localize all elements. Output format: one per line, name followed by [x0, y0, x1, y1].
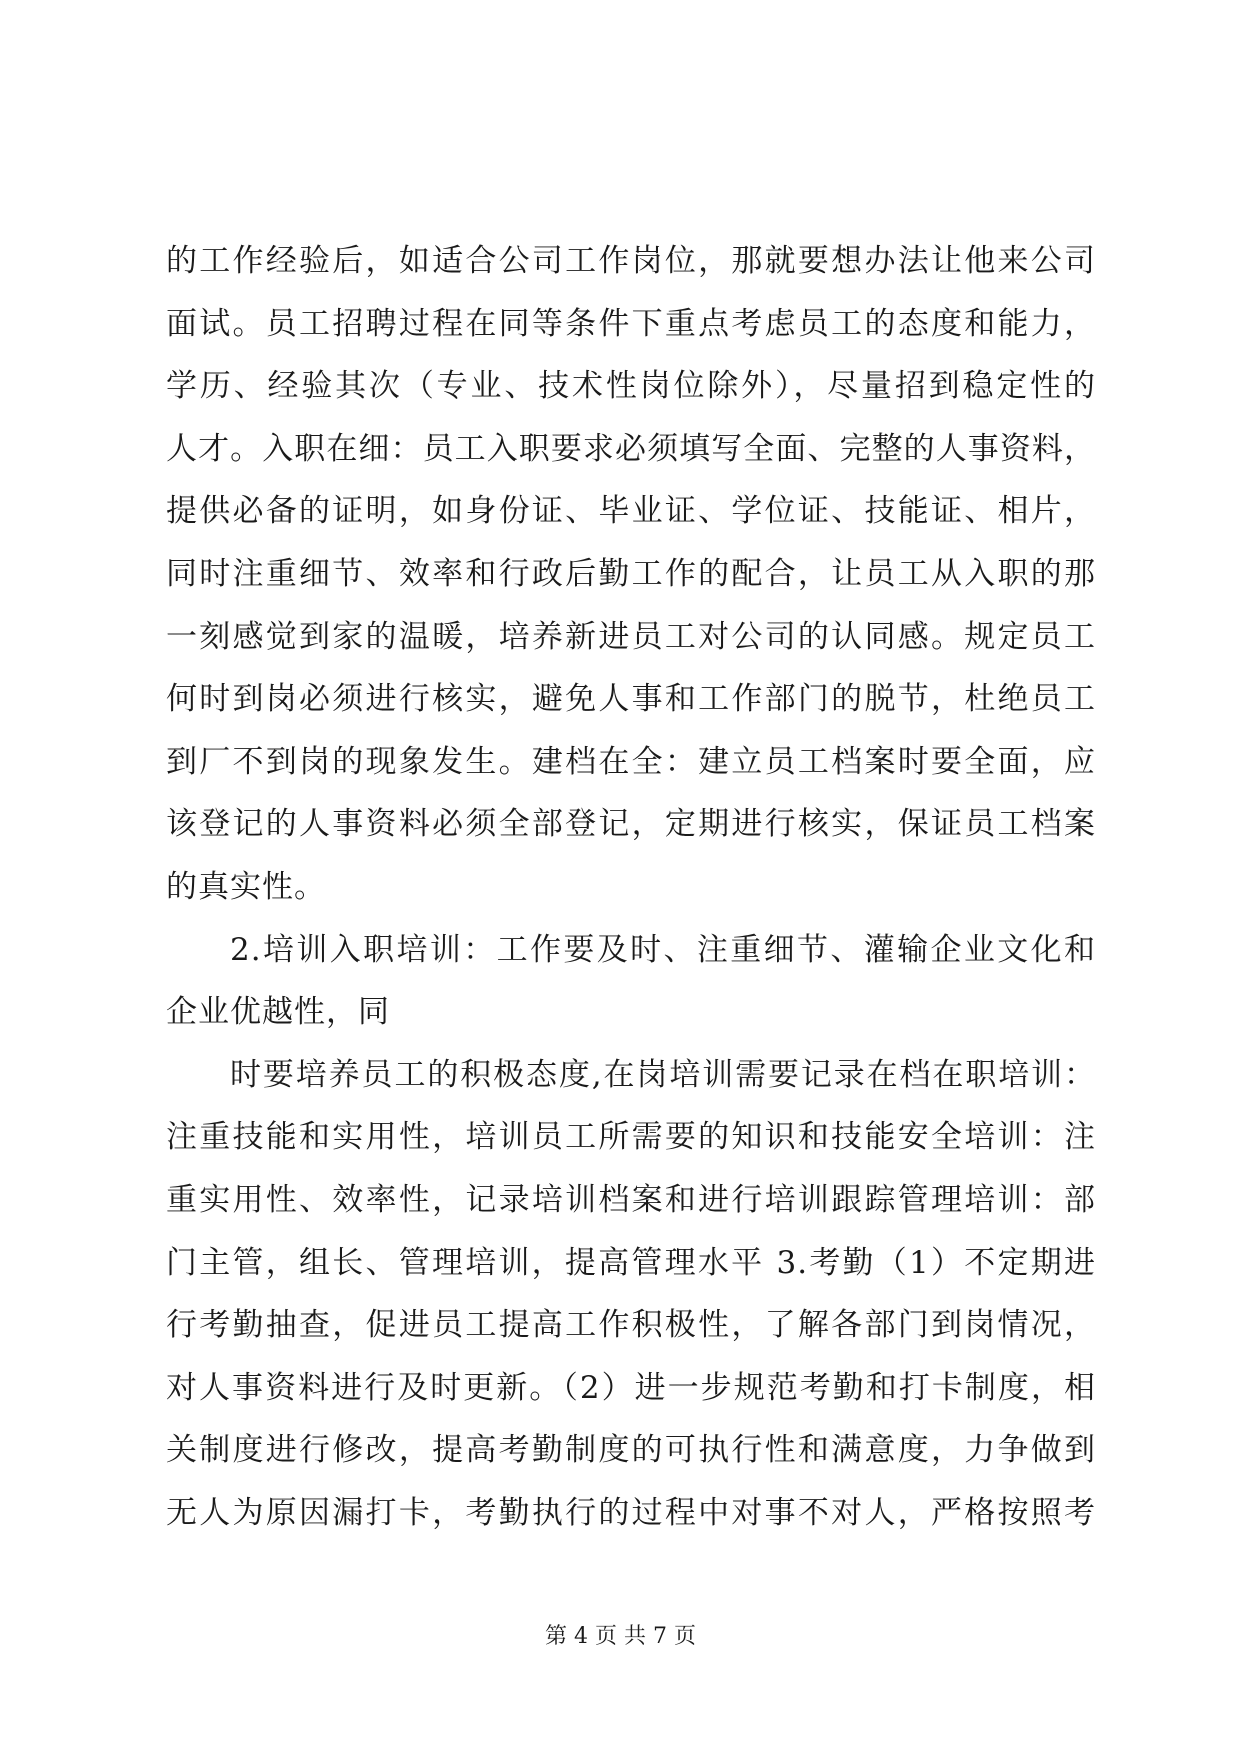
text-line: 到厂不到岗的现象发生。建档在全：建立员工档案时要全面，应	[166, 743, 1096, 780]
text-line: 时要培养员工的积极态度,在岗培训需要记录在档在职培训：	[230, 1056, 1096, 1093]
text-line: 企业优越性，同	[166, 994, 390, 1031]
text-line: 行考勤抽查，促进员工提高工作积极性，了解各部门到岗情况，	[166, 1307, 1096, 1344]
text-line: 注重技能和实用性，培训员工所需要的知识和技能安全培训：注	[166, 1119, 1096, 1156]
text-line: 面试。员工招聘过程在同等条件下重点考虑员工的态度和能力，	[166, 305, 1096, 342]
text-line: 何时到岗必须进行核实，避免人事和工作部门的脱节，杜绝员工	[166, 681, 1096, 718]
text-line: 对人事资料进行及时更新。（2）进一步规范考勤和打卡制度，相	[166, 1369, 1096, 1406]
text-line: 人才。入职在细：员工入职要求必须填写全面、完整的人事资料，	[166, 430, 1096, 467]
text-line: 学历、经验其次（专业、技术性岗位除外），尽量招到稳定性的	[166, 368, 1096, 405]
text-line: 重实用性、效率性，记录培训档案和进行培训跟踪管理培训：部	[166, 1181, 1096, 1218]
page-number: 第 4 页 共 7 页	[545, 1624, 696, 1649]
page-footer	[0, 1622, 1241, 1652]
text-line: 的工作经验后，如适合公司工作岗位，那就要想办法让他来公司	[166, 243, 1096, 279]
body-text	[166, 230, 1096, 1544]
text-line: 的真实性。	[166, 868, 326, 905]
text-line: 无人为原因漏打卡，考勤执行的过程中对事不对人，严格按照考	[166, 1494, 1096, 1531]
text-line: 关制度进行修改，提高考勤制度的可执行性和满意度，力争做到	[166, 1432, 1096, 1469]
text-line: 该登记的人事资料必须全部登记，定期进行核实，保证员工档案	[166, 806, 1096, 843]
text-line: 同时注重细节、效率和行政后勤工作的配合，让员工从入职的那	[166, 555, 1096, 592]
text-line: 提供必备的证明，如身份证、毕业证、学位证、技能证、相片，	[166, 493, 1096, 530]
text-line: 门主管，组长、管理培训，提高管理水平 3.考勤（1）不定期进	[166, 1244, 1096, 1281]
text-line: 2.培训入职培训：工作要及时、注重细节、灌输企业文化和	[230, 931, 1096, 968]
text-line: 一刻感觉到家的温暖，培养新进员工对公司的认同感。规定员工	[166, 618, 1096, 655]
